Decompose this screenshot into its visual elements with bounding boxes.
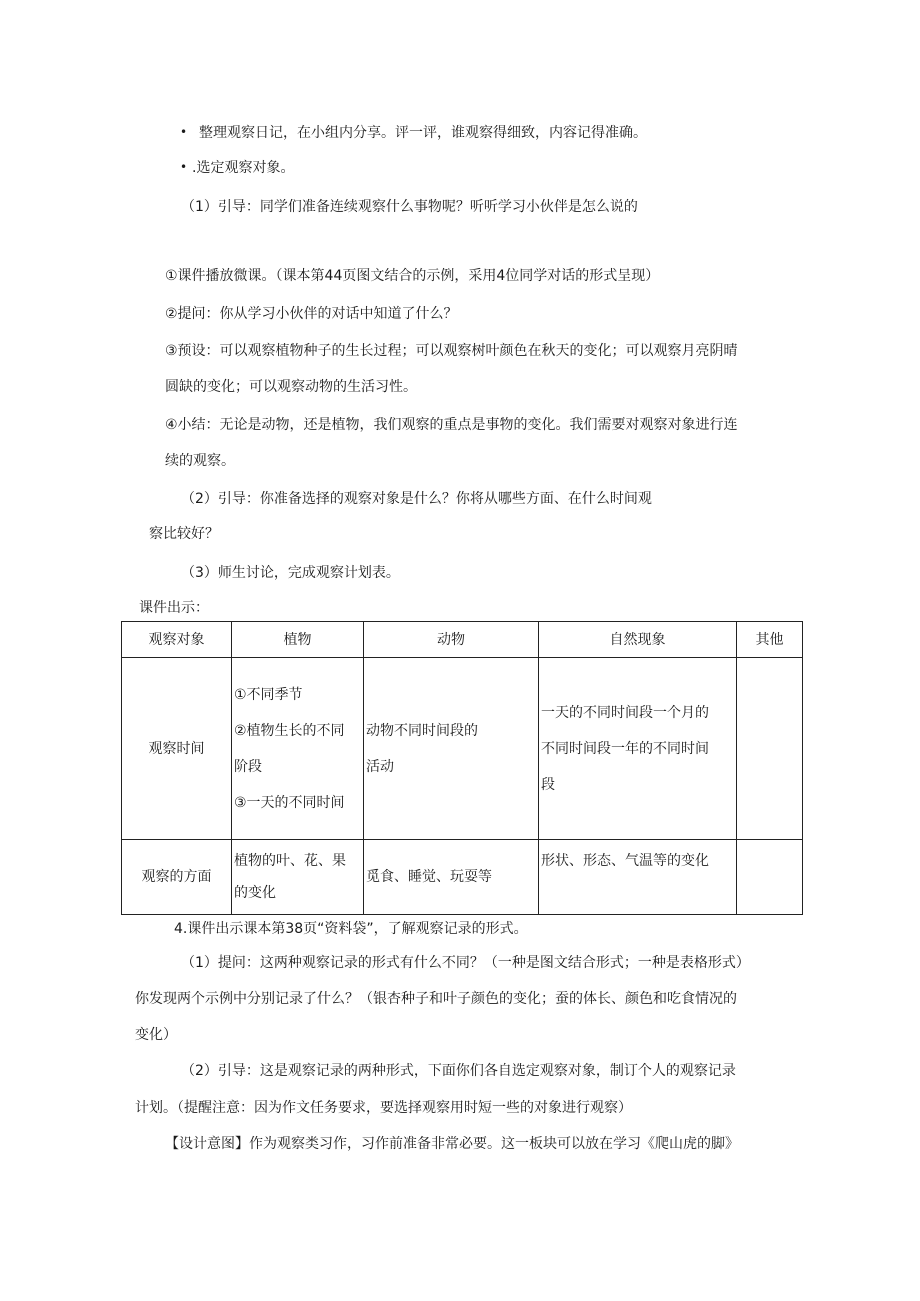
section-4-q1-line-3: 变化） — [135, 1027, 177, 1043]
row-aspect-animal: 觅食、睡觉、玩耍等 — [364, 840, 539, 915]
guide-1-point-4-line-1: ④小结：无论是动物，还是植物，我们观察的重点是事物的变化。我们需要对观察对象进行连 — [165, 417, 738, 433]
plant-aspect-line: 的变化 — [234, 885, 276, 901]
guide-1-point-2: ②提问：你从学习小伙伴的对话中知道了什么？ — [165, 306, 458, 322]
nature-time-line: 不同时间段一年的不同时间 — [541, 740, 709, 757]
row-aspect-other — [737, 840, 803, 915]
header-object: 观察对象 — [122, 622, 232, 658]
item-share-diary: 整理观察日记，在小组内分享。评一评，谁观察得细致，内容记得准确。 — [199, 125, 647, 141]
section-4-q1-line-1: （1）提问：这两种观察记录的形式有什么不同？（一种是图文结合形式；一种是表格形式） — [181, 955, 750, 971]
animal-time-line: 活动 — [366, 758, 394, 775]
animal-time-line: 动物不同时间段的 — [366, 722, 478, 739]
plant-time-line: ①不同季节 — [234, 686, 303, 703]
table-row-time — [122, 658, 803, 840]
row-aspect-label: 观察的方面 — [122, 840, 232, 915]
header-nature: 自然现象 — [539, 622, 737, 658]
guide-3: （3）师生讨论，完成观察计划表。 — [181, 565, 400, 581]
bullet-icon: • — [180, 125, 188, 139]
plant-time-line: ②植物生长的不同 — [234, 722, 345, 739]
header-other: 其他 — [737, 622, 803, 658]
nature-time-line: 段 — [541, 776, 555, 793]
bullet-icon: • — [180, 160, 188, 174]
row-time-plant — [232, 658, 364, 840]
courseware-label: 课件出示： — [139, 600, 209, 616]
table-header-row — [122, 622, 803, 658]
plant-time-line: ③一天的不同时间 — [234, 794, 345, 811]
plant-aspect-line: 植物的叶、花、果 — [234, 853, 346, 869]
guide-1-point-4-line-2: 续的观察。 — [165, 453, 235, 469]
item-select-object: .选定观察对象。 — [192, 160, 295, 176]
row-time-nature — [539, 658, 737, 840]
row-time-animal — [364, 658, 539, 840]
row-time-label: 观察时间 — [122, 658, 232, 840]
header-animal: 动物 — [364, 622, 539, 658]
row-aspect-nature: 形状、形态、气温等的变化 — [539, 840, 737, 915]
row-aspect-plant — [232, 840, 364, 915]
plant-time-line: 阶段 — [234, 758, 262, 775]
guide-1-point-3-line-1: ③预设：可以观察植物种子的生长过程；可以观察树叶颜色在秋天的变化；可以观察月亮阴晴 — [165, 343, 738, 359]
guide-1-point-1: ①课件播放微课。（课本第44页图文结合的示例，采用4位同学对话的形式呈现） — [165, 268, 660, 284]
header-plant: 植物 — [232, 622, 364, 658]
section-4-q2-line-1: （2）引导：这是观察记录的两种形式，下面你们各自选定观察对象，制订个人的观察记录 — [181, 1063, 736, 1079]
design-intent: 【设计意图】作为观察类习作，习作前准备非常必要。这一板块可以放在学习《爬山虎的脚》 — [165, 1136, 739, 1152]
guide-2-line-2: 察比较好？ — [149, 526, 219, 542]
table-row-aspect — [122, 840, 803, 915]
section-4-title: 4.课件出示课本第38页“资料袋”，了解观察记录的形式。 — [174, 921, 528, 937]
observation-plan-table — [121, 621, 803, 915]
guide-1-point-3-line-2: 圆缺的变化；可以观察动物的生活习性。 — [165, 379, 417, 395]
nature-time-line: 一天的不同时间段一个月的 — [541, 704, 709, 721]
row-time-other — [737, 658, 803, 840]
guide-2-line-1: （2）引导：你准备选择的观察对象是什么？你将从哪些方面、在什么时间观 — [181, 491, 652, 507]
guide-1-text: （1）引导：同学们准备连续观察什么事物呢？听听学习小伙伴是怎么说的 — [181, 199, 638, 215]
section-4-q1-line-2: 你发现两个示例中分别记录了什么？（银杏种子和叶子颜色的变化；蚕的体长、颜色和吃食情况的 — [135, 991, 737, 1007]
section-4-q2-line-2: 计划。（提醒注意：因为作文任务要求，要选择观察用时短一些的对象进行观察） — [135, 1100, 632, 1116]
